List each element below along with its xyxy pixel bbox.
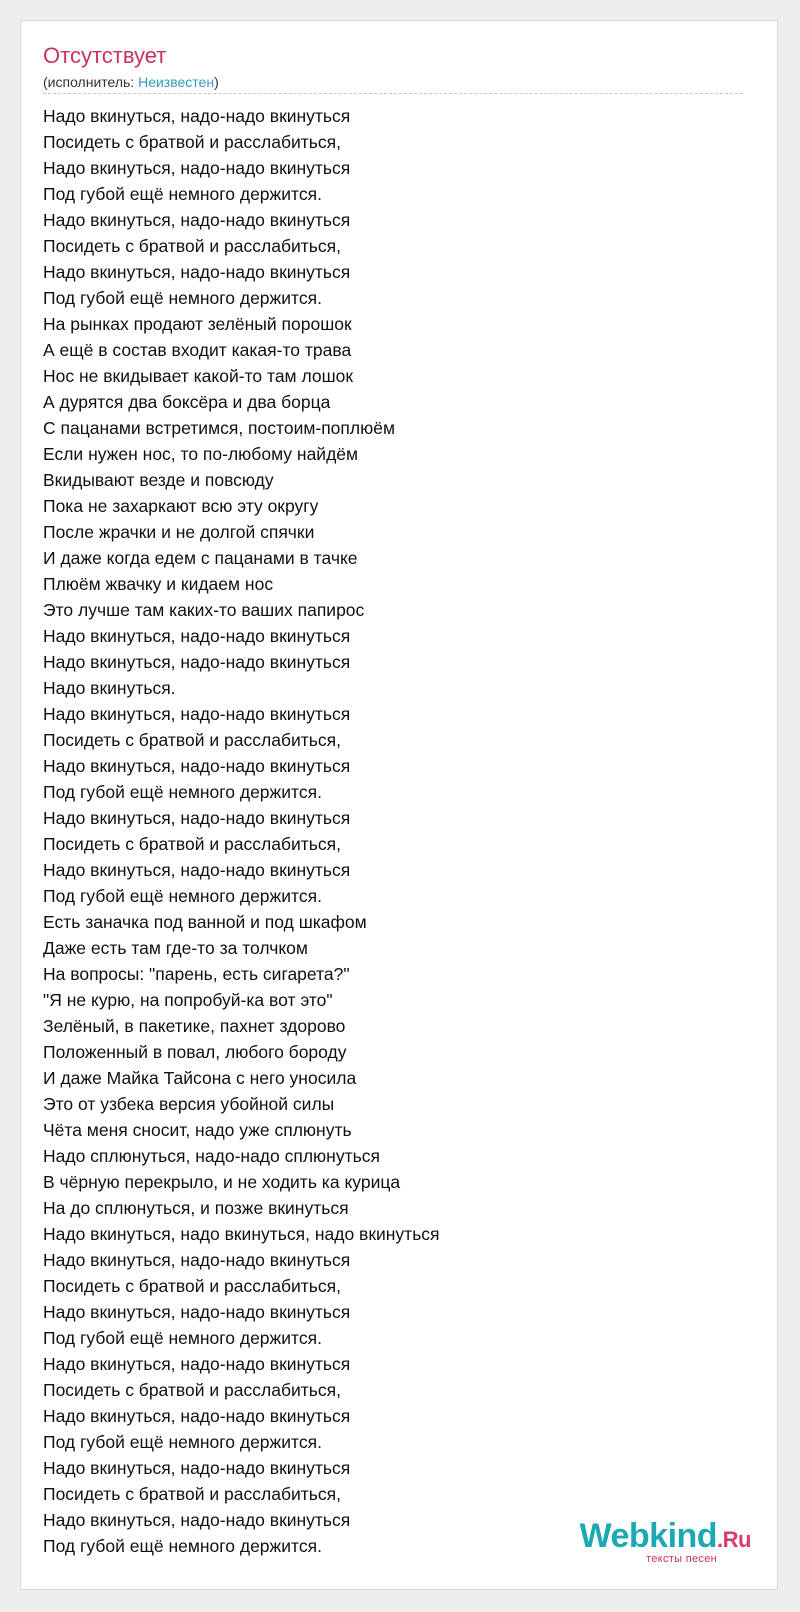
lyric-line: Чёта меня сносит, надо уже сплюнуть [43, 1120, 352, 1140]
lyric-line: Нос не вкидывает какой-то там лошок [43, 366, 354, 386]
lyric-line: На вопросы: "парень, есть сигарета?" [43, 964, 350, 984]
lyric-line: На рынках продают зелёный порошок [43, 314, 352, 334]
lyric-line: В чёрную перекрыло, и не ходить ка курица [43, 1172, 401, 1192]
lyric-line: Посидеть с братвой и расслабиться, [43, 730, 341, 750]
lyric-line: Под губой ещё немного держится. [43, 1536, 322, 1556]
lyric-line: И даже Майка Тайсона с него уносила [43, 1068, 357, 1088]
lyric-line: Посидеть с братвой и расслабиться, [43, 834, 341, 854]
lyric-line: Надо вкинуться, надо-надо вкинуться [43, 1510, 351, 1530]
lyric-line: Даже есть там где-то за толчком [43, 938, 308, 958]
lyric-line: Надо вкинуться, надо-надо вкинуться [43, 1406, 351, 1426]
lyric-line: И даже когда едем с пацанами в тачке [43, 548, 358, 568]
lyrics-text [43, 103, 743, 1559]
lyric-line: Надо вкинуться, надо-надо вкинуться [43, 652, 351, 672]
lyric-line: Если нужен нос, то по-любому найдём [43, 444, 359, 464]
lyric-line: Надо вкинуться, надо-надо вкинуться [43, 704, 351, 724]
lyric-line: Это лучше там каких-то ваших папирос [43, 600, 365, 620]
lyric-line: С пацанами встретимся, постоим-поплюём [43, 418, 395, 438]
lyric-line: Зелёный, в пакетике, пахнет здорово [43, 1016, 346, 1036]
lyric-line: Под губой ещё немного держится. [43, 1328, 322, 1348]
lyric-line: Надо вкинуться, надо-надо вкинуться [43, 210, 351, 230]
lyric-line: Вкидывают везде и повсюду [43, 470, 274, 490]
artist-suffix: ) [214, 74, 219, 90]
lyric-line: Под губой ещё немного держится. [43, 1432, 322, 1452]
lyric-line: Под губой ещё немного держится. [43, 184, 322, 204]
lyric-line: Пока не захаркают всю эту округу [43, 496, 319, 516]
artist-link[interactable]: Неизвестен [138, 74, 215, 90]
lyric-line: Под губой ещё немного держится. [43, 782, 322, 802]
lyric-line: Посидеть с братвой и расслабиться, [43, 236, 341, 256]
lyric-line: Посидеть с братвой и расслабиться, [43, 1276, 341, 1296]
lyric-line: Надо вкинуться, надо-надо вкинуться [43, 1458, 351, 1478]
lyric-line: На до сплюнуться, и позже вкинуться [43, 1198, 349, 1218]
lyric-line: Под губой ещё немного держится. [43, 886, 322, 906]
logo-main-text: Webkind [579, 1517, 718, 1555]
lyric-line: Надо вкинуться, надо-надо вкинуться [43, 262, 351, 282]
lyric-line: Надо вкинуться, надо-надо вкинуться [43, 1250, 351, 1270]
lyric-line: Надо вкинуться, надо-надо вкинуться [43, 1354, 351, 1374]
lyric-line: Надо вкинуться, надо-надо вкинуться [43, 106, 351, 126]
lyric-line: Посидеть с братвой и расслабиться, [43, 1484, 341, 1504]
lyric-line: Надо вкинуться. [43, 678, 176, 698]
logo-tagline: тексты песен [646, 1553, 717, 1565]
lyric-line: Надо вкинуться, надо-надо вкинуться [43, 1302, 351, 1322]
lyric-line: Есть заначка под ванной и под шкафом [43, 912, 367, 932]
lyrics-card [20, 20, 778, 1590]
lyric-line: Надо вкинуться, надо-надо вкинуться [43, 626, 351, 646]
lyric-line: Плюём жвачку и кидаем нос [43, 574, 274, 594]
lyric-line: После жрачки и не долгой спячки [43, 522, 315, 542]
lyric-line: Посидеть с братвой и расслабиться, [43, 1380, 341, 1400]
lyric-line: Надо сплюнуться, надо-надо сплюнуться [43, 1146, 380, 1166]
lyric-line: Надо вкинуться, надо-надо вкинуться [43, 158, 351, 178]
lyric-line: Надо вкинуться, надо-надо вкинуться [43, 756, 351, 776]
artist-prefix: (исполнитель: [43, 74, 139, 90]
artist-line [43, 73, 219, 91]
lyric-line: Надо вкинуться, надо вкинуться, надо вкинуться [43, 1224, 440, 1244]
lyric-line: Положенный в повал, любого бороду [43, 1042, 347, 1062]
title-divider [43, 93, 743, 94]
lyric-line: А дурятся два боксёра и два борца [43, 392, 331, 412]
logo-tld-text: .Ru [717, 1527, 751, 1552]
site-logo[interactable] [551, 1517, 751, 1567]
song-title: Отсутствует [43, 43, 167, 68]
lyric-line: Посидеть с братвой и расслабиться, [43, 132, 341, 152]
lyric-line: Надо вкинуться, надо-надо вкинуться [43, 860, 351, 880]
lyric-line: Это от узбека версия убойной силы [43, 1094, 335, 1114]
lyric-line: Надо вкинуться, надо-надо вкинуться [43, 808, 351, 828]
lyric-line: "Я не курю, на попробуй-ка вот это" [43, 990, 333, 1010]
lyric-line: А ещё в состав входит какая-то трава [43, 340, 352, 360]
lyric-line: Под губой ещё немного держится. [43, 288, 322, 308]
